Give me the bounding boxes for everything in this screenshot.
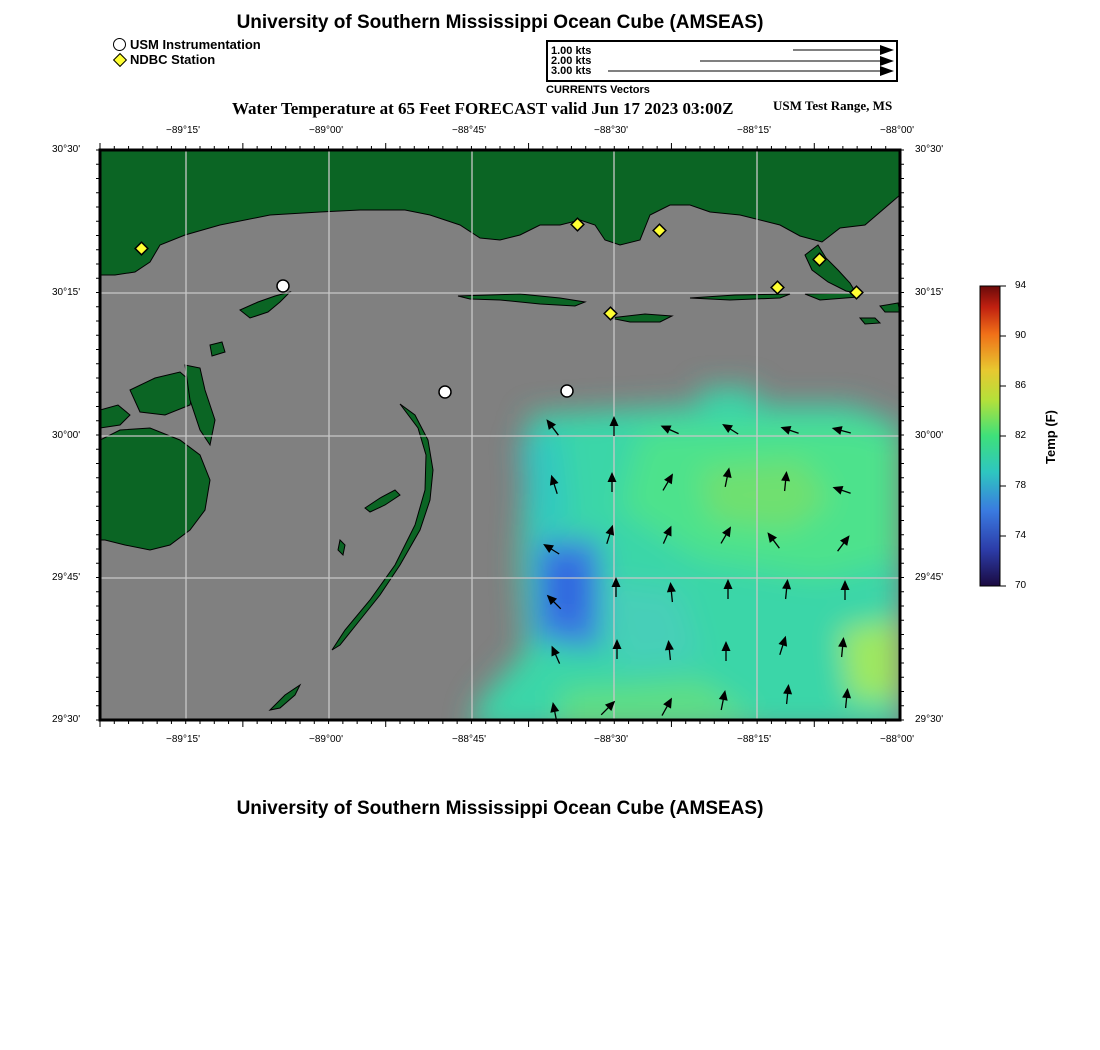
colorbar-tick-label: 86 (1015, 380, 1027, 391)
colorbar-tick-label: 90 (1015, 330, 1027, 341)
colorbar-ticks (1000, 286, 1006, 586)
lat-tick-left: 29°30' (52, 714, 81, 725)
lat-tick-left: 29°45' (52, 572, 81, 583)
lat-tick-left: 30°00' (52, 430, 81, 441)
colorbar-tick-label: 94 (1015, 280, 1027, 291)
usm-station[interactable] (561, 385, 573, 397)
usm-station[interactable] (277, 280, 289, 292)
lon-tick-top: −89°15' (166, 125, 200, 136)
legend-usm-label: USM Instrumentation (130, 37, 261, 52)
lon-tick-bottom: −88°00' (880, 734, 914, 745)
colorbar-tick-label: 70 (1015, 580, 1027, 591)
lat-tick-right: 30°00' (915, 430, 944, 441)
vector-label-2: 2.00 kts (551, 55, 592, 67)
lat-tick-right: 30°15' (915, 287, 944, 298)
legend-ndbc-label: NDBC Station (130, 52, 216, 67)
lat-tick-right: 30°30' (915, 144, 944, 155)
map-range-label: USM Test Range, MS (773, 98, 893, 113)
lon-tick-top: −88°30' (594, 125, 628, 136)
lat-tick-right: 29°45' (915, 572, 944, 583)
lon-tick-bottom: −88°30' (594, 734, 628, 745)
lon-tick-top: −88°45' (452, 125, 486, 136)
map-subtitle: Water Temperature at 65 Feet FORECAST valid Jun 17 2023 03:00Z (232, 99, 734, 118)
lat-tick-left: 30°15' (52, 287, 81, 298)
temperature-field (470, 388, 900, 730)
vector-label-1: 1.00 kts (551, 45, 592, 57)
lon-tick-bottom: −88°15' (737, 734, 771, 745)
lat-tick-left: 30°30' (52, 144, 81, 155)
footer-title: University of Southern Mississippi Ocean Cube (AMSEAS) (236, 798, 764, 819)
colorbar-tick-label: 78 (1015, 480, 1027, 491)
lon-tick-top: −88°00' (880, 125, 914, 136)
colorbar (980, 286, 1000, 586)
colorbar-title: Temp (F) (1043, 410, 1058, 464)
colorbar-tick-label: 74 (1015, 530, 1027, 541)
lat-tick-right: 29°30' (915, 714, 944, 725)
lon-tick-top: −88°15' (737, 125, 771, 136)
vector-label-3: 3.00 kts (551, 65, 592, 77)
usm-station[interactable] (439, 386, 451, 398)
main-title: University of Southern Mississippi Ocean Cube (AMSEAS) (236, 12, 764, 33)
lon-tick-bottom: −89°15' (166, 734, 200, 745)
colorbar-tick-label: 82 (1015, 430, 1027, 441)
lon-tick-bottom: −89°00' (309, 734, 343, 745)
currents-vectors-label: CURRENTS Vectors (546, 84, 650, 96)
lon-tick-bottom: −88°45' (452, 734, 486, 745)
lon-tick-top: −89°00' (309, 125, 343, 136)
